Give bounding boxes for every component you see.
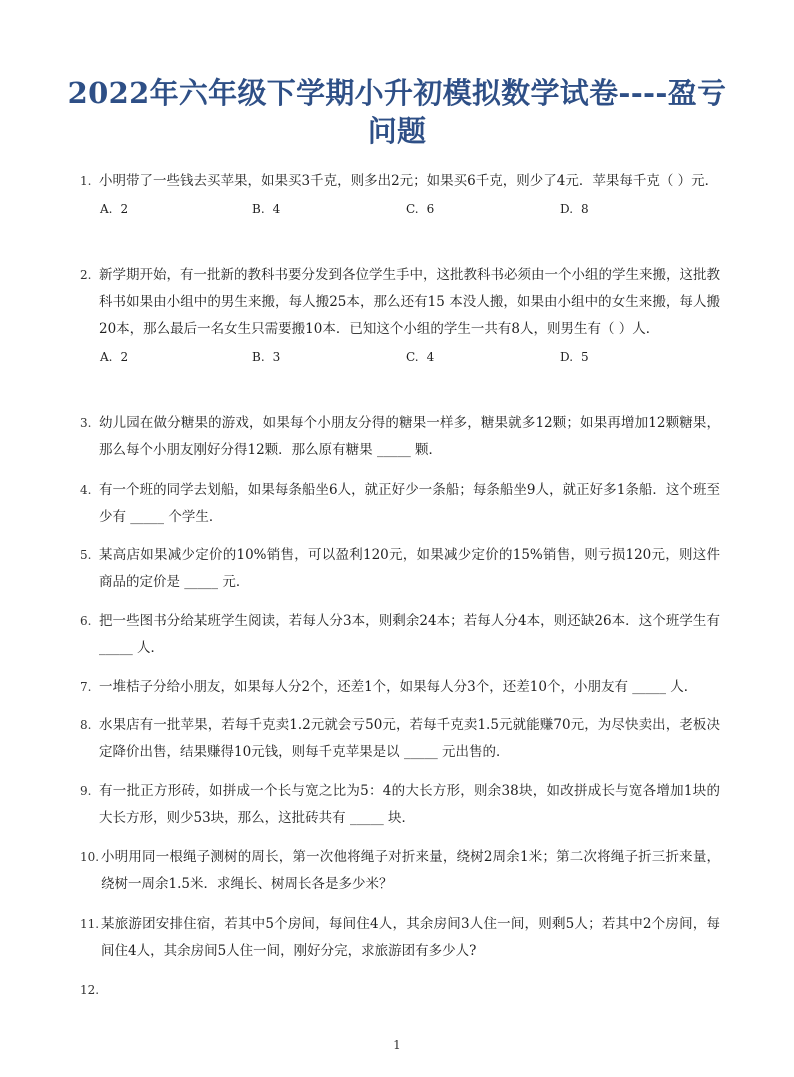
document-title: 2022年六年级下学期小升初模拟数学试卷----盈亏问题 — [67, 76, 727, 148]
option-c[interactable]: C. 6 — [406, 202, 435, 216]
question-4 — [80, 477, 720, 531]
question-3 — [80, 410, 720, 464]
question-number: 1. — [80, 174, 92, 188]
question-11 — [80, 911, 720, 965]
option-d[interactable]: D. 8 — [560, 202, 589, 216]
option-d[interactable]: D. 5 — [560, 350, 589, 364]
question-number: 2. — [80, 268, 92, 282]
question-text: 小明用同一根绳子测树的周长，第一次他将绳子对折来量，绕树2周余1米；第二次将绳子折三折来量，绕树一周余1.5米．求绳长、树周长各是多少米？ — [101, 849, 720, 892]
question-number: 7. — [80, 680, 92, 694]
question-9 — [80, 778, 720, 832]
question-number: 12. — [80, 983, 100, 997]
question-text: 一堆桔子分给小朋友，如果每人分2个，还差1个，如果每人分3个，还差10个，小朋友有 _____ 人． — [99, 679, 698, 695]
question-6 — [80, 608, 720, 662]
option-a[interactable]: A. 2 — [100, 350, 129, 364]
question-number: 8. — [80, 718, 92, 732]
question-text: 有一批正方形砖，如拼成一个长与宽之比为5：4的大长方形，则余38块，如改拼成长与宽各增加1块的大长方形，则少53块，那么，这批砖共有 _____ 块． — [99, 783, 720, 826]
question-number: 11. — [80, 917, 100, 931]
question-2 — [80, 262, 720, 369]
question-text: 某高店如果减少定价的10%销售，可以盈利120元，如果减少定价的15%销售，则亏损120元，则这件商品的定价是 _____ 元． — [99, 547, 720, 590]
question-number: 10. — [80, 850, 100, 864]
option-c[interactable]: C. 4 — [406, 350, 435, 364]
question-text: 把一些图书分给某班学生阅读，若每人分3本，则剩余24本；若每人分4本，则还缺26本．这个班学生有 _____ 人． — [99, 613, 720, 656]
option-row — [80, 197, 720, 221]
question-number: 6. — [80, 614, 92, 628]
question-text: 某旅游团安排住宿，若其中5个房间，每间住4人，其余房间3人住一间，则剩5人；若其中2个房间，每间住4人，其余房间5人住一间，刚好分完，求旅游团有多少人? — [101, 916, 720, 959]
question-10 — [80, 844, 720, 898]
question-5 — [80, 542, 720, 596]
question-text: 有一个班的同学去划船，如果每条船坐6人，就正好少一条船；每条船坐9人，就正好多1条船．这个班至少有 _____ 个学生． — [99, 482, 720, 525]
option-b[interactable]: B. 3 — [252, 350, 281, 364]
question-number: 9. — [80, 784, 92, 798]
question-number: 4. — [80, 483, 92, 497]
question-7 — [80, 674, 720, 701]
question-text: 水果店有一批苹果，若每千克卖1.2元就会亏50元，若每千克卖1.5元就能赚70元，为尽快卖出，老板决定降价出售，结果赚得10元钱，则每千克苹果是以 _____ 元出售的． — [99, 717, 720, 760]
question-8 — [80, 712, 720, 766]
question-text: 新学期开始，有一批新的教科书要分发到各位学生手中，这批教科书必须由一个小组的学生来搬，这批教科书如果由小组中的男生来搬，每人搬25本，那么还有15 本没人搬，如果由小组中的女生来搬，每人搬20本，那么最后一名女生只需要搬10本．已知这个小组的学生一共有8人，则男生有（ ）人． — [99, 267, 720, 337]
question-text: 小明带了一些钱去买苹果，如果买3千克，则多出2元；如果买6千克，则少了4元．苹果每千克（ ）元． — [99, 173, 719, 189]
question-number: 5. — [80, 548, 92, 562]
question-1 — [80, 168, 720, 221]
page-number: 1 — [393, 1038, 401, 1052]
question-text: 幼儿园在做分糖果的游戏，如果每个小朋友分得的糖果一样多，糖果就多12颗；如果再增加12颗糖果，那么每个小朋友刚好分得12颗．那么原有糖果 _____ 颗． — [99, 415, 720, 458]
option-b[interactable]: B. 4 — [252, 202, 281, 216]
option-a[interactable]: A. 2 — [100, 202, 129, 216]
question-number: 3. — [80, 416, 92, 430]
option-row — [80, 345, 720, 369]
